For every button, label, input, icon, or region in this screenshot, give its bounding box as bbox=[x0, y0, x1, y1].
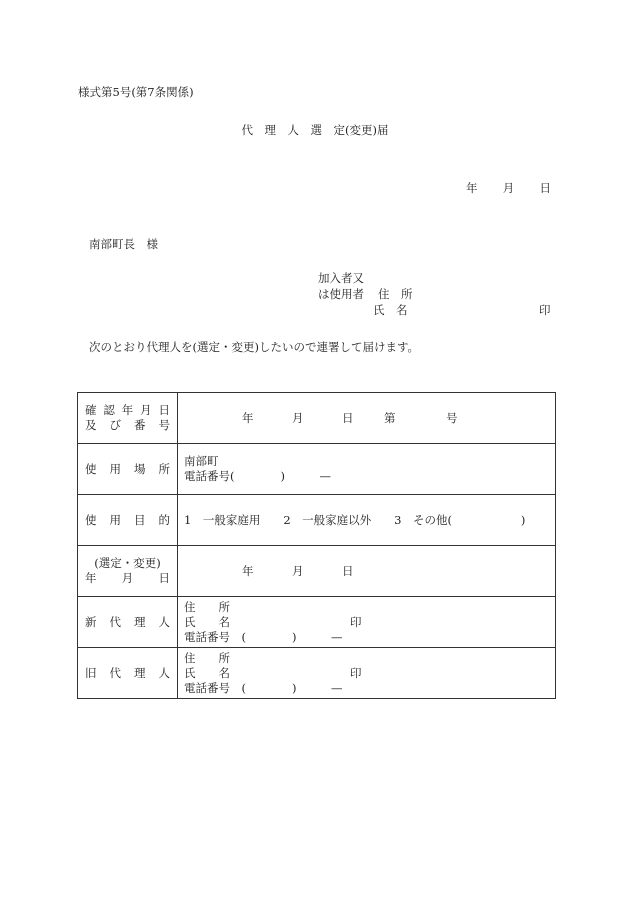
confirm-month: 月 bbox=[292, 411, 304, 425]
change-month: 月 bbox=[292, 564, 304, 578]
label-char: 日 bbox=[158, 571, 170, 585]
new-agent-row bbox=[78, 597, 556, 648]
confirm-number-suffix: 号 bbox=[446, 411, 458, 425]
label-char: 月 bbox=[121, 571, 134, 585]
label-char: 年 bbox=[121, 403, 134, 417]
old-agent-name-label: 氏 名 bbox=[184, 665, 230, 680]
label-char: 代 bbox=[109, 615, 121, 629]
new-agent-phone: 電話番号 ( ) — bbox=[184, 629, 343, 644]
addressee: 南部町長 様 bbox=[89, 237, 158, 251]
document-title: 代 理 人 選 定(変更)届 bbox=[241, 123, 389, 137]
confirm-row bbox=[78, 393, 556, 444]
new-agent-label bbox=[78, 597, 178, 648]
label-char: 新 bbox=[85, 615, 97, 629]
form-number: 様式第5号(第7条関係) bbox=[78, 85, 194, 99]
confirm-number-prefix: 第 bbox=[384, 411, 396, 425]
label-char: 場 bbox=[134, 462, 146, 476]
location-label bbox=[78, 444, 178, 495]
label-char: 確 bbox=[85, 403, 97, 417]
confirm-year: 年 bbox=[242, 411, 254, 425]
applicant-name-label: 氏 名 bbox=[373, 303, 408, 317]
month-label: 月 bbox=[502, 181, 515, 195]
old-agent-value-cell[interactable] bbox=[178, 648, 556, 699]
label-char: 理 bbox=[134, 666, 146, 680]
label-char: 日 bbox=[158, 403, 170, 417]
label-char: 旧 bbox=[85, 666, 97, 680]
label-char: 用 bbox=[109, 513, 121, 527]
statement-text: 次のとおり代理人を(選定・変更)したいので連署して届けます。 bbox=[89, 340, 420, 354]
applicant-line1: 加入者又 bbox=[318, 271, 364, 285]
change-date-label bbox=[78, 546, 178, 597]
change-day: 日 bbox=[342, 564, 354, 578]
label-char: 目 bbox=[134, 513, 146, 527]
applicant-line2: は使用者 bbox=[318, 287, 364, 301]
purpose-row bbox=[78, 495, 556, 546]
new-agent-seal-mark: 印 bbox=[350, 614, 362, 629]
location-town: 南部町 bbox=[184, 454, 219, 468]
location-row bbox=[78, 444, 556, 495]
applicant-address-label: 住 所 bbox=[378, 287, 413, 301]
agent-form-table bbox=[77, 392, 556, 699]
label-char: 認 bbox=[103, 403, 115, 417]
label-char: 人 bbox=[158, 615, 170, 629]
new-agent-address-label: 住 所 bbox=[184, 599, 230, 614]
confirm-label bbox=[78, 393, 178, 444]
applicant-seal-mark: 印 bbox=[539, 303, 551, 317]
change-date-value-cell[interactable] bbox=[178, 546, 556, 597]
purpose-label bbox=[78, 495, 178, 546]
label-char: 的 bbox=[158, 513, 170, 527]
applicant-block bbox=[318, 270, 413, 318]
old-agent-address-label: 住 所 bbox=[184, 650, 230, 665]
old-agent-seal-mark: 印 bbox=[350, 665, 362, 680]
label-char: 号 bbox=[158, 418, 170, 432]
location-value-cell[interactable] bbox=[178, 444, 556, 495]
change-date-label-line1: (選定・変更) bbox=[94, 556, 161, 570]
confirm-day: 日 bbox=[342, 411, 354, 425]
label-char: 用 bbox=[109, 462, 121, 476]
label-char: 月 bbox=[140, 403, 152, 417]
purpose-options: 1 一般家庭用 2 一般家庭以外 3 その他( ) bbox=[184, 512, 526, 527]
location-phone: 電話番号( ) — bbox=[184, 469, 331, 483]
label-char: 代 bbox=[109, 666, 121, 680]
old-agent-row bbox=[78, 648, 556, 699]
change-date-row bbox=[78, 546, 556, 597]
old-agent-phone: 電話番号 ( ) — bbox=[184, 680, 343, 695]
change-year: 年 bbox=[242, 564, 254, 578]
label-char: び bbox=[109, 418, 121, 432]
label-char: 及 bbox=[85, 418, 97, 432]
label-char: 使 bbox=[85, 513, 97, 527]
confirm-value-cell[interactable] bbox=[178, 393, 556, 444]
label-char: 年 bbox=[85, 571, 97, 585]
label-char: 使 bbox=[85, 462, 97, 476]
label-char: 番 bbox=[134, 418, 146, 432]
purpose-value-cell[interactable] bbox=[178, 495, 556, 546]
new-agent-name-label: 氏 名 bbox=[184, 614, 230, 629]
day-label: 日 bbox=[539, 181, 551, 195]
old-agent-label bbox=[78, 648, 178, 699]
label-char: 人 bbox=[158, 666, 170, 680]
new-agent-value-cell[interactable] bbox=[178, 597, 556, 648]
label-char: 理 bbox=[134, 615, 146, 629]
label-char: 所 bbox=[158, 462, 170, 476]
year-label: 年 bbox=[466, 181, 478, 195]
submission-date bbox=[466, 180, 551, 196]
